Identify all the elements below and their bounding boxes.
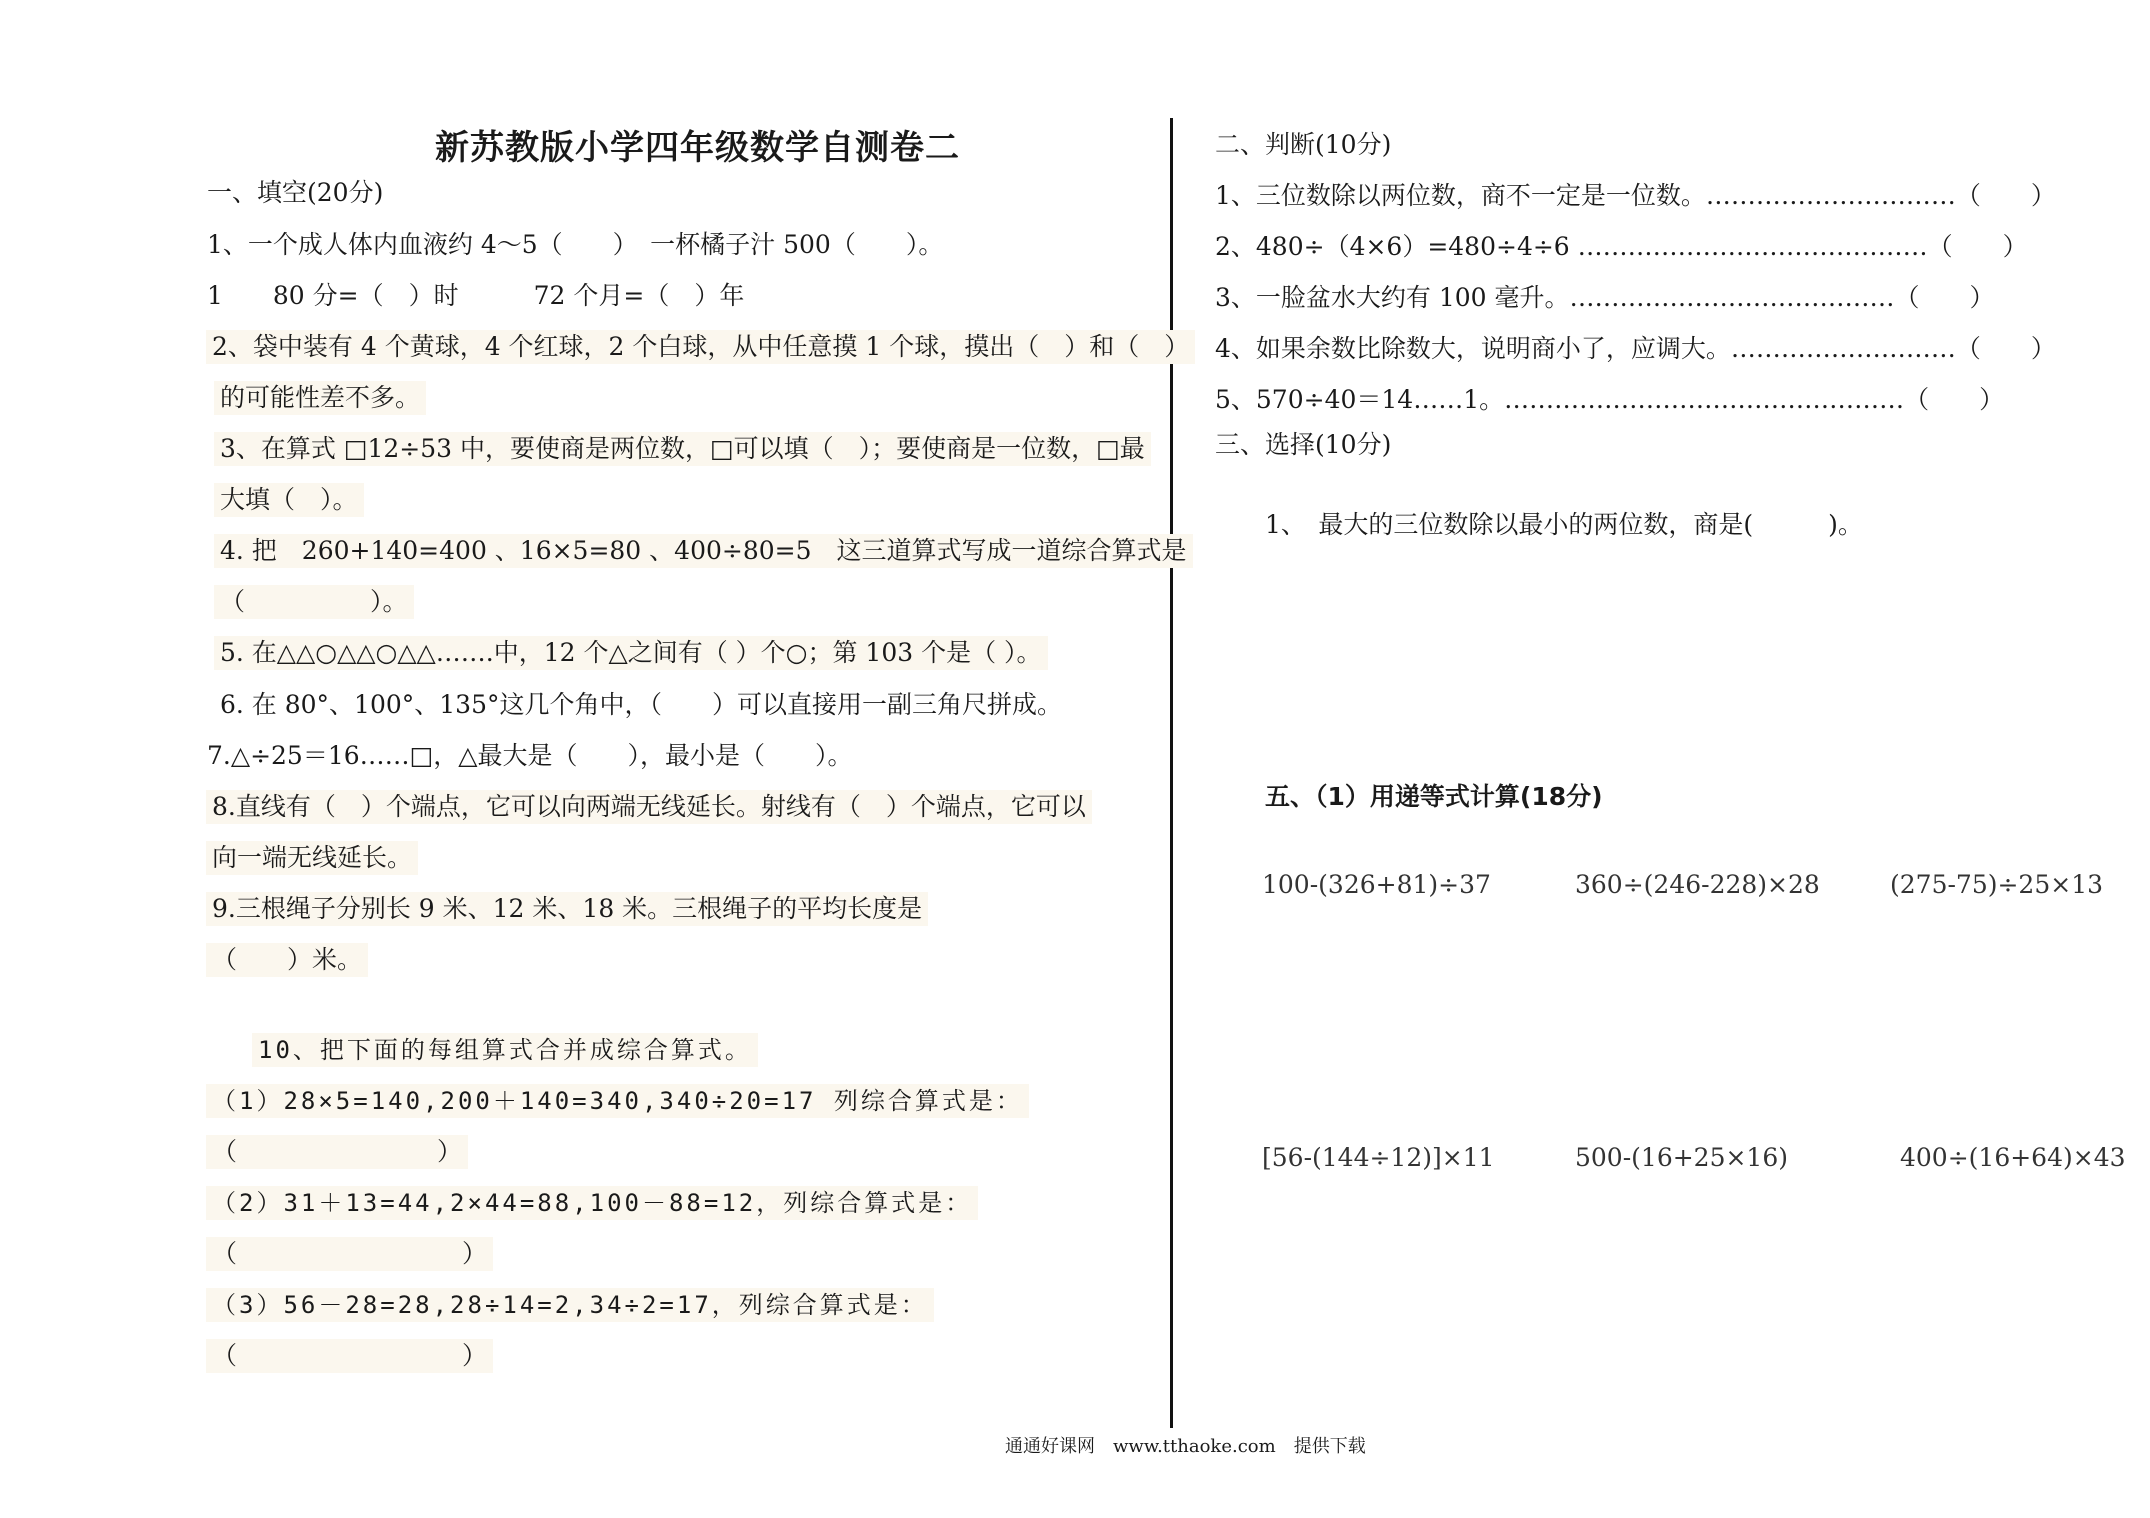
question-10-2-answer: （ ） bbox=[206, 1237, 493, 1271]
column-divider bbox=[1170, 118, 1173, 1428]
page-title: 新苏教版小学四年级数学自测卷二 bbox=[435, 128, 960, 168]
question-5: 5. 在△△○△△○△△…….中，12 个△之间有（ ）个○；第 103 个是（ ）。 bbox=[214, 636, 1048, 670]
question-3b: 大填（ ）。 bbox=[214, 483, 364, 517]
calc-expression: 500-(16+25×16) bbox=[1575, 1143, 1789, 1172]
question-8a: 8.直线有（ ）个端点，它可以向两端无线延长。射线有（ ）个端点，它可以 bbox=[206, 790, 1092, 824]
footer-source: 通通好课网 www.tthaoke.com 提供下载 bbox=[1005, 1436, 1366, 1457]
judge-item: 5、570÷40＝14……1。…………………………………………（ ） bbox=[1215, 385, 2005, 414]
question-4a: 4. 把 260+140=400 、16×5=80 、400÷80=5 这三道算式写成一道综合算式是 bbox=[214, 534, 1193, 568]
question-1: 1、一个成人体内血液约 4～5（ ） 一杯橘子汁 500（ ）。 bbox=[207, 230, 944, 259]
judge-item: 4、如果余数比除数大，说明商小了，应调大。………………………（ ） bbox=[1215, 334, 2056, 363]
question-10-1: （1）28×5=140,200＋140=340,340÷20=17 列综合算式是： bbox=[206, 1084, 1029, 1118]
question-6: 6. 在 80°、100°、135°这几个角中，（ ）可以直接用一副三角尺拼成。 bbox=[220, 690, 1062, 719]
question-10: 10、把下面的每组算式合并成综合算式。 bbox=[252, 1033, 758, 1067]
section-heading-choice: 三、选择(10分) bbox=[1215, 430, 1392, 459]
section-heading-calc: 五、（1）用递等式计算(18分) bbox=[1265, 782, 1603, 811]
question-10-2: （2）31＋13=44,2×44=88,100－88=12，列综合算式是： bbox=[206, 1186, 978, 1220]
question-9b: （ ）米。 bbox=[206, 943, 368, 977]
judge-item: 2、480÷（4×6）=480÷4÷6 ……………………………………（ ） bbox=[1215, 232, 2028, 261]
question-9a: 9.三根绳子分别长 9 米、12 米、18 米。三根绳子的平均长度是 bbox=[206, 892, 928, 926]
question-2a: 2、袋中装有 4 个黄球，4 个红球，2 个白球，从中任意摸 1 个球，摸出（ ）和（ ） bbox=[206, 330, 1195, 364]
question-3a: 3、在算式 □12÷53 中，要使商是两位数，□可以填（ ）；要使商是一位数，□最 bbox=[214, 432, 1151, 466]
question-10-3: （3）56－28=28,28÷14=2,34÷2=17，列综合算式是： bbox=[206, 1288, 934, 1322]
calc-expression: 400÷(16+64)×43 bbox=[1900, 1143, 2126, 1172]
calc-expression: (275-75)÷25×13 bbox=[1890, 870, 2104, 899]
judge-item: 3、一脸盆水大约有 100 毫升。…………………………………（ ） bbox=[1215, 283, 1995, 312]
calc-expression: 360÷(246-228)×28 bbox=[1575, 870, 1820, 899]
question-1b: 1 80 分=（ ）时 72 个月=（ ）年 bbox=[207, 281, 745, 310]
calc-expression: [56-(144÷12)]×11 bbox=[1262, 1143, 1495, 1172]
section-heading-fill-blank: 一、填空(20分) bbox=[207, 178, 384, 207]
calc-expression: 100-(326+81)÷37 bbox=[1262, 870, 1491, 899]
question-4b: （ ）。 bbox=[214, 585, 414, 619]
question-7: 7.△÷25＝16……□，△最大是（ ），最小是（ ）。 bbox=[207, 741, 853, 770]
judge-item: 1、三位数除以两位数，商不一定是一位数。…………………………（ ） bbox=[1215, 181, 2056, 210]
question-2b: 的可能性差不多。 bbox=[214, 381, 426, 415]
question-10-1-answer: （ ） bbox=[206, 1135, 468, 1169]
section-heading-judge: 二、判断(10分) bbox=[1215, 130, 1392, 159]
choice-question-1: 1、 最大的三位数除以最小的两位数，商是( )。 bbox=[1265, 510, 1863, 539]
question-10-3-answer: （ ） bbox=[206, 1339, 493, 1373]
question-8b: 向一端无线延长。 bbox=[206, 841, 418, 875]
